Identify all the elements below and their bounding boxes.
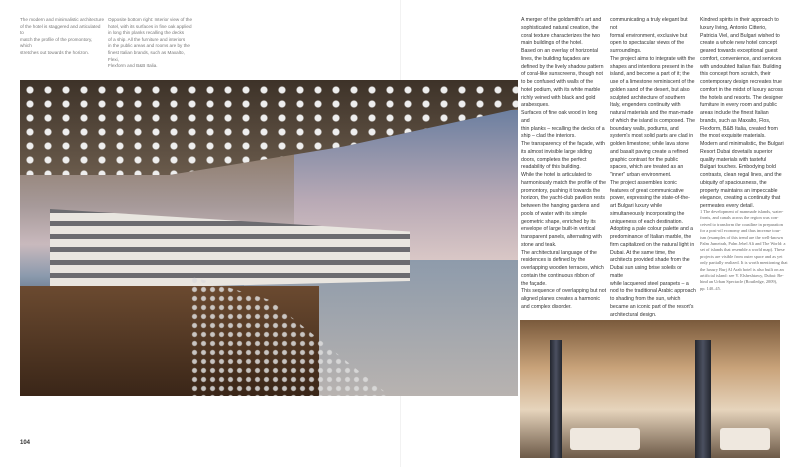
body-column-2: communicating a truly elegant but not formal environment, exclusive but open to spectacular views of the surroundings. The project aims to integrate with the shapes and intentions present in the island, and become a part of it; the use of a limestone reminiscent of the golden sand of the desert, but also sculpted architecture of southern Italy, engenders continuity with natural materials and the man-made of which the island is composed. The boundary walls, podiums, and system's most solid parts are clad in golden limestone; while lava stone and basalt paving create a refined graphic contrast for the public spaces, which are treated as an "inner" urban environment. The project assembles iconic features of great communicative power, expressing the state-of-the- art Bulgari luxury while simultaneously incorporating the uniqueness of each destination. Adopting a pale colour palette and a predominance of Italian marble, the firm capitalized on the natural light in Dubai. At the same time, the architects provided shade from the Dubai sun using brise soleils or matte while lacquered steel parapets – a nod to the traditional Arabic approach to shading from the sun, which became an iconic part of the resort's architectural design. xyxy=(610,17,696,318)
body-column-3: Kindred spirits in their approach to luxury living, Antonio Citterio, Patricia Viel, and Bulgari wished to create a whole new hotel concept geared towards exceptional guest comfort, convenience, and services with undoubted Italian flair. Building this concept from scratch, their contemporary design recreates true comfort in the midst of luxury across the hotels and resorts. The designer furniture in every room and public areas include the finest Italian brands, such as Maxalto, Flos, Flexform, B&B Italia, created from the most exquisite materials. Modern and minimalistic, the Bulgari Resort Dubai dovetails superior quality materials with tasteful Bulgari touches. Embodying bold contrasts, clean regal lines, and the ubiquity of spaciousness, the property maintains an impeccable elegance, creating a continuity that permeates every detail. xyxy=(700,17,784,209)
caption-exterior: The modern and minimalistic architecture of the hotel is staggered and articulated to match the profile of the promontory, which stretches out towards the horizon. xyxy=(20,17,104,55)
footnote: 1 The development of manmade islands, water- fronts, and canals across the region was con- ceived to transform the coastline in preparation for a post-oil economy and thus increase tour- ism (examples of this trend are the well-known Palm Jumeirah, Palm Jebel Ali and The World: a set of islands that resemble a world map). These projects are visible from outer space and as yet only partially realized. It is worth mentioning that the luxury Burj Al Arab hotel is also built on an artificial island: see Y. Elsheshtawy, Dubai: Be- hind an Urban Spectacle (Routledge, 2009), pp. 140–45. xyxy=(700,209,788,291)
hotel-lounge-photo xyxy=(520,320,780,458)
hotel-terrace-photo xyxy=(20,80,518,396)
photo-sofa xyxy=(720,428,770,450)
photo-pillar xyxy=(550,340,562,458)
photo-sofa xyxy=(570,428,640,450)
photo-pillar xyxy=(695,340,711,458)
caption-interior: Opposite bottom right: Interior view of the hotel, with its surfaces in fine oak applied in long thin planks recalling the decks of a ship. All the furniture and interiors in the public areas and rooms are by the finest Italian brands, such as Maxalto, Flexi, Flexform and B&B Italia. xyxy=(108,17,193,69)
body-column-1: A merger of the goldsmith's art and sophisticated natural creation, the coral texture characterizes the two main buildings of the hotel. Based on an overlay of horizontal lines, the building façades are defined by the lively shadow pattern of coral-like sunscreens, though not to be confused with walls of the hotel podium, with its white marble richly veined with black and gold arabesques. Surfaces of fine oak wood in long and thin planks – recalling the decks of a ship – clad the interiors. The transparency of the façade, with its almost invisible large sliding doors, completes the perfect readability of this building. While the hotel is articulated to harmoniously match the profile of the promontory, pushing it towards the horizon, the yacht-club pavilion rests between the hanging gardens and pools of water with its simple geometric shape, enriched by its envelope of large built-in vertical transparent panels, alternating with stone and teak. The architectural language of the residences is defined by the overlapping wooden terraces, which contain the continuous ribbon of the façade. This sequence of overlapping but not aligned planes creates a harmonic and complex disorder. xyxy=(521,17,607,310)
page-number: 104 xyxy=(20,440,31,446)
